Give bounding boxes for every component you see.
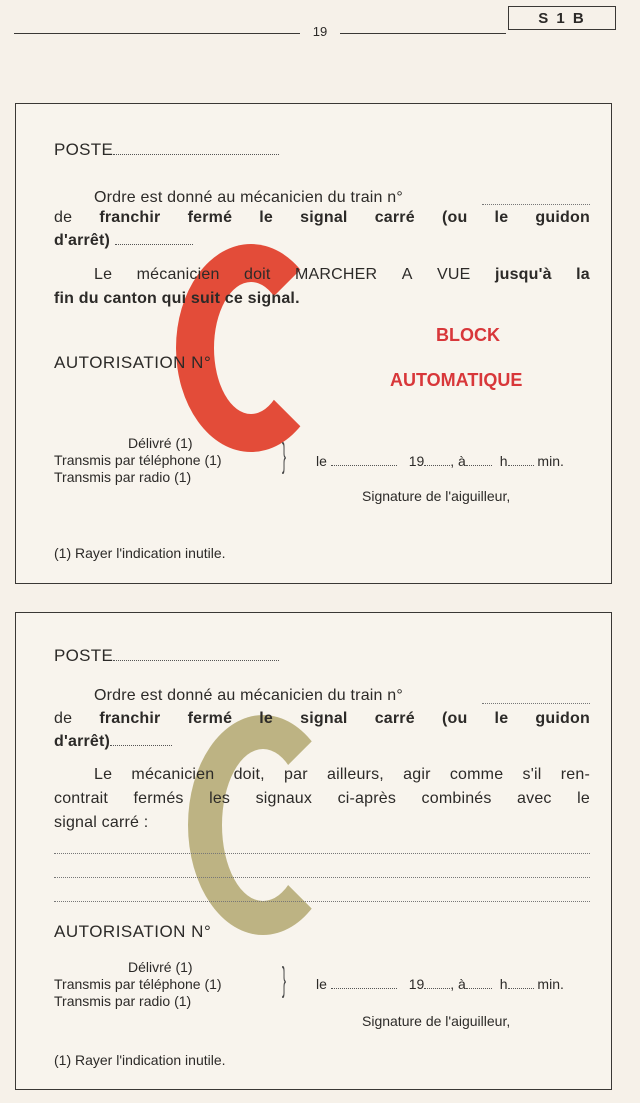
minute-field[interactable] (508, 465, 534, 466)
canton-line: fin du canton qui suit ce signal. (54, 290, 300, 307)
word: (ou (441, 209, 468, 226)
at-field[interactable] (466, 465, 492, 466)
signals-field-2[interactable] (54, 877, 590, 878)
year-field[interactable] (424, 988, 450, 989)
word: agir (403, 766, 431, 783)
radio-label: Transmis par radio (1) (54, 993, 192, 1009)
word: comme (449, 766, 504, 783)
date-time-line (316, 976, 564, 992)
signal-carre-line: signal carré : (54, 814, 149, 831)
arret-field[interactable] (115, 244, 193, 245)
word: fermé (187, 710, 233, 727)
block-label: BLOCK (436, 325, 500, 345)
le-label: le (316, 453, 327, 469)
page-number: 19 (312, 24, 328, 39)
poste-line (54, 646, 279, 666)
word: MARCHER (295, 266, 378, 283)
olive-c-stamp (188, 715, 338, 935)
word: fermés (133, 790, 184, 807)
signals-field-3[interactable] (54, 901, 590, 902)
train-number-field[interactable] (482, 204, 590, 205)
date-field[interactable] (331, 988, 397, 989)
automatique-label: AUTOMATIQUE (390, 370, 523, 390)
signature-label: Signature de l'aiguilleur, (362, 1013, 511, 1029)
word: par (284, 766, 308, 783)
telephone-label: Transmis par téléphone (1) (54, 452, 222, 468)
year-label: 19 (408, 453, 425, 469)
delivre-label: Délivré (1) (128, 435, 193, 451)
word: guidon (535, 209, 590, 226)
word: mécanicien (131, 766, 215, 783)
word: ci-après (337, 790, 397, 807)
poste-label: POSTE (54, 646, 114, 665)
word: la (576, 266, 590, 283)
arret-text: d'arrêt) (54, 232, 111, 249)
order-line (94, 189, 403, 207)
arret-line (54, 733, 172, 751)
autorisation-label: AUTORISATION N° (54, 353, 212, 372)
word: jusqu'à (494, 266, 552, 283)
poste-field[interactable] (113, 154, 279, 155)
word: le (259, 209, 274, 226)
word: de (54, 209, 73, 226)
marcher-line (94, 266, 590, 284)
a-label: , à (450, 453, 466, 469)
form-card-block-automatique (15, 103, 612, 584)
word: VUE (437, 266, 471, 283)
word: ailleurs, (327, 766, 384, 783)
h-label: h (499, 976, 508, 992)
word: s'il (522, 766, 542, 783)
date-field[interactable] (331, 465, 397, 466)
franchir-line (54, 710, 590, 728)
word: le (494, 710, 509, 727)
word: franchir (99, 209, 161, 226)
word: doit (243, 266, 271, 283)
arret-field[interactable] (110, 745, 172, 746)
order-text: Ordre est donné au mécanicien du train n° (94, 687, 403, 704)
word: signal (300, 710, 348, 727)
h-label: h (499, 453, 508, 469)
word: fermé (187, 209, 233, 226)
minute-field[interactable] (508, 988, 534, 989)
order-text: Ordre est donné au mécanicien du train n° (94, 189, 403, 206)
order-line (94, 687, 403, 705)
word: le (494, 209, 509, 226)
word: doit, (233, 766, 265, 783)
poste-label: POSTE (54, 140, 114, 159)
word: ren- (560, 766, 590, 783)
min-label: min. (537, 453, 564, 469)
word: mécanicien (136, 266, 220, 283)
date-time-line (316, 453, 564, 469)
word: le (259, 710, 274, 727)
poste-field[interactable] (113, 660, 279, 661)
a-label: , à (450, 976, 466, 992)
signals-field-1[interactable] (54, 853, 590, 854)
word: avec (517, 790, 552, 807)
word: contrait (54, 790, 109, 807)
signature-label: Signature de l'aiguilleur, (362, 488, 511, 504)
word: A (401, 266, 413, 283)
header-rule-right (340, 33, 506, 34)
word: de (54, 710, 73, 727)
word: signaux (255, 790, 313, 807)
section-badge: S 1 B (508, 6, 616, 30)
brace-glyph: } (282, 437, 286, 475)
year-label: 19 (408, 976, 425, 992)
word: guidon (535, 710, 590, 727)
word: combinés (421, 790, 492, 807)
footnote: (1) Rayer l'indication inutile. (54, 545, 226, 561)
word: carré (374, 710, 415, 727)
year-field[interactable] (424, 465, 450, 466)
poste-line (54, 140, 279, 160)
radio-label: Transmis par radio (1) (54, 469, 192, 485)
telephone-label: Transmis par téléphone (1) (54, 976, 222, 992)
delivre-label: Délivré (1) (128, 959, 193, 975)
word: signal (300, 209, 348, 226)
arret-text: d'arrêt) (54, 733, 111, 750)
footnote: (1) Rayer l'indication inutile. (54, 1052, 226, 1068)
agir-line (94, 766, 590, 784)
franchir-line (54, 209, 590, 227)
signaux-line (54, 790, 590, 808)
word: les (209, 790, 231, 807)
header-rule-left (14, 33, 300, 34)
form-card-signaux-combines (15, 612, 612, 1090)
word: Le (94, 266, 113, 283)
word: franchir (99, 710, 161, 727)
autorisation-label: AUTORISATION N° (54, 922, 212, 941)
min-label: min. (537, 976, 564, 992)
brace-glyph: } (282, 961, 286, 999)
word: Le (94, 766, 113, 783)
word: le (577, 790, 590, 807)
at-field[interactable] (466, 988, 492, 989)
word: (ou (441, 710, 468, 727)
train-number-field[interactable] (482, 703, 590, 704)
le-label: le (316, 976, 327, 992)
word: carré (374, 209, 415, 226)
arret-line (54, 232, 193, 250)
